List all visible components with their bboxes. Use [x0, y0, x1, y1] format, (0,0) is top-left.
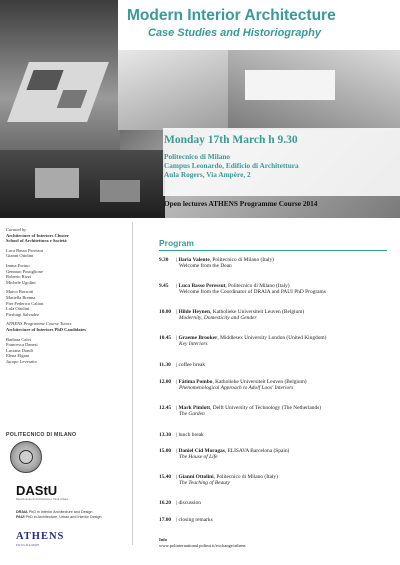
separator: | [176, 405, 179, 411]
talk-title: Welcome from the Coordinator of DRAIA and PAUI PhD Programs [179, 289, 326, 296]
person-name: Luca Basso Peressut [6, 247, 43, 253]
session-label: lunch break [178, 432, 204, 438]
separator: | [176, 362, 179, 368]
program-item [159, 474, 278, 487]
separator: | [176, 257, 179, 263]
open-lectures-heading: Open lectures ATHENS Programme Course 2014 [164, 199, 318, 208]
person-name: Mariella Brenna [6, 294, 36, 300]
separator: | [176, 448, 179, 454]
program-line [159, 500, 201, 506]
athens-subtitle: PROGRAMME [16, 544, 40, 547]
program-time: 9.45 [159, 283, 169, 289]
talk-title: Modernity, Domesticity and Gender [179, 315, 257, 322]
program-time: 12.45 [159, 405, 172, 411]
talk-title: The Teaching of Beauty [179, 480, 230, 487]
program-heading: Program [159, 238, 194, 248]
program-time: 12.00 [159, 379, 172, 385]
program-item [159, 448, 289, 461]
speaker-name: Fátima Pombo [178, 379, 213, 385]
curator-list [6, 248, 128, 259]
venue-line: Campus Leonardo, Edificio di Architettura [164, 161, 299, 170]
separator: | [176, 283, 179, 289]
dastu-logo: DAStU [16, 483, 58, 498]
speaker-affiliation: , Katholieke Universiteit Leuven (Belgium) [210, 309, 305, 315]
speaker-name: Mark Pimlott [178, 405, 211, 411]
separator: | [176, 335, 179, 341]
person-name: Pier Federico Caliari [6, 300, 44, 306]
program-line [159, 432, 204, 438]
separator: | [176, 432, 179, 438]
person-name: Marco Borsotti [6, 289, 34, 295]
separator: | [176, 500, 179, 506]
curated-heading: Curated by [6, 227, 27, 232]
phd-acronym: PAUI [16, 515, 25, 519]
program-item [159, 335, 326, 348]
phd-programs [16, 510, 101, 520]
person-name: Michele Ugolini [6, 279, 36, 285]
page-subtitle: Case Studies and Historiography [148, 27, 321, 39]
person-name: Elena Elgani [6, 353, 30, 359]
separator: | [176, 474, 179, 480]
page-title: Modern Interior Architecture [127, 7, 336, 24]
program-time: 17.00 [159, 517, 172, 523]
polimi-logo-text: POLITECNICO DI MILANO [6, 432, 77, 438]
event-date: Monday 17th March h 9.30 [164, 134, 298, 146]
program-item [159, 517, 213, 523]
session-label: coffee break [178, 362, 206, 368]
talk-title: Phenomenological Approach to Adolf Loos' Interiors [179, 385, 294, 392]
curated-org: Architecture of Interiors Cluster [6, 232, 69, 238]
curator-list [6, 263, 128, 285]
speaker-affiliation: , Middlesex University London (United Kingdom) [217, 335, 327, 341]
speaker-name: Daniel Cid Moragas [178, 448, 225, 454]
column-divider [132, 222, 133, 545]
program-time: 15.40 [159, 474, 172, 480]
phd-description: PhD in Architecture, Urban and Interior Design [25, 515, 102, 519]
program-time: 10.00 [159, 309, 172, 315]
person-name: Lola Ottolini [6, 306, 30, 312]
separator: | [176, 379, 179, 385]
speaker-affiliation: , Politecnico di Milano (Italy) [213, 474, 278, 480]
speaker-name: Ilaria Valente [178, 257, 210, 263]
tutors-org: Architecture of Interiors PhD Candidates [6, 326, 86, 332]
speaker-name: Gianni Ottolini [178, 474, 214, 480]
program-time: 15.00 [159, 448, 172, 454]
speaker-affiliation: , Politecnico di Milano (Italy) [209, 257, 274, 263]
talk-title: The House of Life [179, 454, 218, 461]
program-rule [159, 250, 387, 251]
speaker-affiliation: , Katholieke Universiteit Leuven (Belgium) [212, 379, 307, 385]
person-name: Pierluigi Salvadeo [6, 311, 40, 317]
speaker-affiliation: , Politecnico di Milano (Italy) [225, 283, 290, 289]
person-name: Barbara Calvi [6, 336, 32, 342]
organizers-column [6, 227, 128, 368]
person-name: Francesca Danesi [6, 342, 38, 348]
person-name: Imma Forino [6, 262, 30, 268]
program-time: 16.20 [159, 500, 172, 506]
curator-list [6, 289, 128, 317]
separator: | [176, 517, 179, 523]
speaker-name: Hilde Heynen [178, 309, 211, 315]
curated-org: School of Architettura e Società [6, 238, 67, 244]
session-label: closing remarks [178, 517, 213, 523]
phd-line [16, 515, 101, 520]
speaker-affiliation: , Delft University of Technology (The Netherlands) [210, 405, 322, 411]
separator: | [176, 309, 179, 315]
program-item [159, 362, 205, 368]
speaker-name: Graeme Brooker [178, 335, 218, 341]
phd-acronym: DRAIA [16, 510, 28, 514]
program-item [159, 257, 274, 270]
tutor-list [6, 337, 128, 365]
program-line [159, 517, 213, 523]
info-label: Info [159, 537, 168, 542]
speaker-affiliation: , ELISAVA Barcelona (Spain) [224, 448, 290, 454]
seal-center [19, 450, 33, 464]
athens-logo: ATHENS [16, 531, 65, 542]
venue-line: Aula Rogers, Via Ampère, 2 [164, 170, 251, 179]
talk-title: The Garden [179, 411, 205, 418]
tutors-heading: ATHENS Programme Course Tutors [6, 321, 72, 327]
program-item [159, 500, 201, 506]
polimi-seal-logo [10, 441, 42, 473]
program-time: 13.30 [159, 432, 172, 438]
program-item [159, 379, 307, 392]
person-name: Jacopo Leveratto [6, 358, 37, 364]
program-item [159, 432, 204, 438]
talk-title: Key Interiors [179, 341, 208, 348]
info-url: www.polinternational.polimi.it/exchange/athens [159, 543, 246, 548]
info-section [159, 537, 246, 549]
speaker-name: Luca Basso Peressut [178, 283, 226, 289]
dastu-subtitle: Dipartimento di Architettura e Studi Urbani [16, 497, 69, 501]
event-venue [164, 152, 299, 179]
session-label: discussion [178, 500, 201, 506]
person-name: Gianni Ottolini [6, 253, 34, 259]
program-item [159, 309, 304, 322]
program-item [159, 283, 326, 296]
program-line [159, 362, 205, 368]
person-name: Gennaro Postiglione [6, 268, 43, 274]
phd-description: PhD in Interior Architecture and Design [28, 510, 93, 514]
talk-title: Welcome from the Dean [179, 263, 232, 270]
program-time: 11.30 [159, 362, 171, 368]
person-name: Luciana Dondi [6, 347, 33, 353]
program-item [159, 405, 321, 418]
curated-group [6, 227, 128, 244]
program-time: 9.30 [159, 257, 169, 263]
program-time: 10.45 [159, 335, 172, 341]
tutors-group [6, 321, 128, 332]
person-name: Roberto Rizzi [6, 274, 32, 280]
venue-line: Politecnico di Milano [164, 152, 231, 161]
